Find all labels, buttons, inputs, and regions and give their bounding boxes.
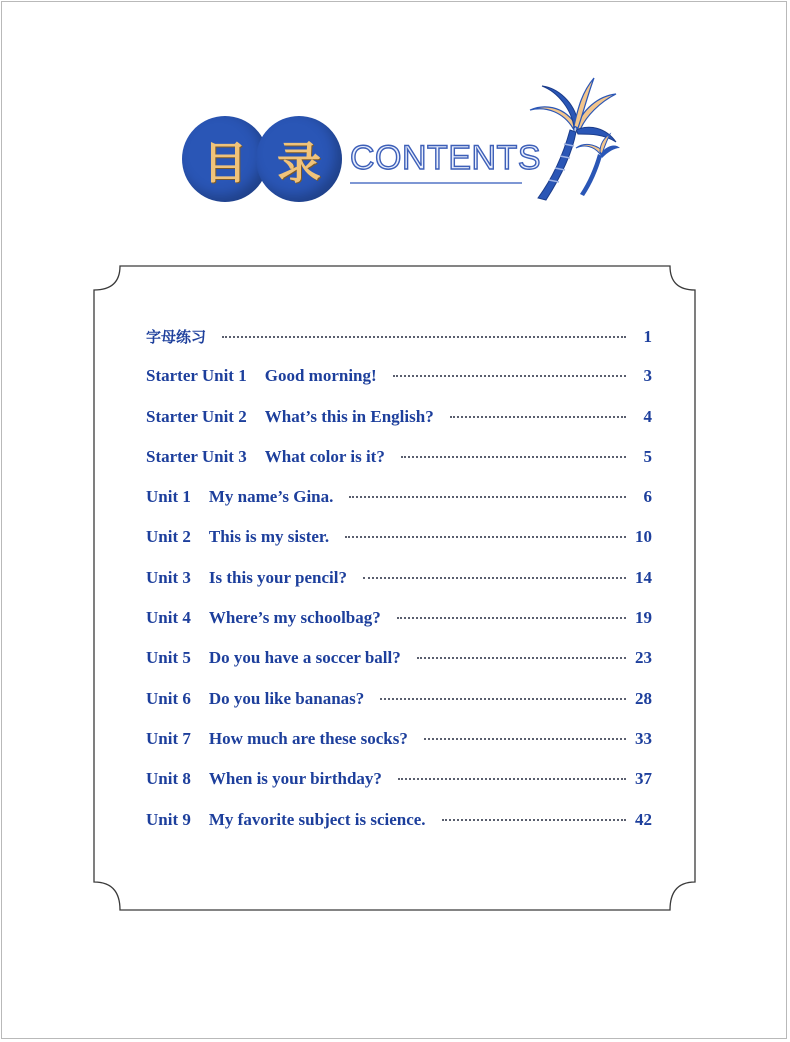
toc-entry-label [146, 366, 377, 386]
dot-leader [222, 336, 626, 338]
contents-title: CONTENTS [350, 139, 541, 177]
toc-unit-title: Where’s my schoolbag? [208, 608, 381, 628]
toc-unit-title: Is this your pencil? [208, 567, 347, 587]
toc-entry[interactable] [146, 689, 652, 729]
toc-unit-label: Unit 2 [146, 527, 191, 547]
toc-unit-title: Do you have a soccer ball? [208, 648, 401, 668]
contents-list [146, 326, 652, 850]
toc-unit-label: Unit 4 [146, 608, 191, 628]
dot-leader [442, 819, 626, 821]
toc-page-number: 19 [635, 608, 652, 628]
toc-entry[interactable] [146, 810, 652, 850]
toc-entry[interactable] [146, 527, 652, 567]
toc-unit-title: My favorite subject is science. [208, 809, 426, 829]
toc-page-number: 1 [643, 327, 652, 346]
toc-page-number: 6 [643, 487, 652, 507]
toc-unit-label: Unit 5 [146, 648, 191, 668]
toc-page-number: 42 [635, 809, 652, 829]
toc-entry[interactable] [146, 769, 652, 809]
dot-leader [401, 456, 626, 458]
dot-leader [345, 536, 626, 538]
toc-unit-title: This is my sister. [208, 527, 330, 547]
toc-entry[interactable] [146, 648, 652, 688]
toc-page-number: 23 [635, 648, 652, 668]
toc-page-number: 5 [643, 446, 652, 466]
toc-entry-label [146, 568, 347, 588]
toc-entry-label [146, 648, 401, 668]
title-circle-2 [256, 116, 342, 202]
toc-unit-title: What’s this in English? [264, 406, 434, 426]
toc-entry[interactable] [146, 729, 652, 769]
toc-page-number: 14 [635, 567, 652, 587]
title-char-1: 目 [203, 138, 247, 189]
toc-entry[interactable] [146, 487, 652, 527]
dot-leader [349, 496, 626, 498]
dot-leader [417, 657, 626, 659]
toc-unit-title: What color is it? [264, 446, 385, 466]
toc-entry-label [146, 326, 206, 347]
toc-unit-label: 字母练习 [146, 328, 207, 346]
dot-leader [398, 778, 626, 780]
dot-leader [450, 416, 626, 418]
toc-entry[interactable] [146, 568, 652, 608]
toc-page-number: 3 [643, 366, 652, 386]
toc-entry-label [146, 608, 381, 628]
toc-entry-label [146, 729, 408, 749]
toc-page-number: 37 [635, 769, 652, 789]
toc-unit-label: Unit 8 [146, 769, 191, 789]
toc-entry[interactable] [146, 447, 652, 487]
toc-unit-label: Unit 9 [146, 809, 191, 829]
toc-page-number: 33 [635, 728, 652, 748]
toc-page-number: 28 [635, 688, 652, 708]
toc-page-number: 10 [635, 527, 652, 547]
toc-unit-title: Do you like bananas? [208, 688, 365, 708]
toc-unit-title: How much are these socks? [208, 728, 408, 748]
toc-unit-label: Unit 7 [146, 728, 191, 748]
title-char-2: 录 [277, 138, 321, 189]
toc-unit-label: Unit 3 [146, 567, 191, 587]
dot-leader [424, 738, 626, 740]
contents-header [180, 82, 620, 212]
toc-page-number: 4 [643, 406, 652, 426]
toc-unit-label: Starter Unit 1 [146, 366, 247, 386]
toc-entry[interactable] [146, 366, 652, 406]
palm-tree-icon [524, 72, 620, 202]
toc-unit-title: Good morning! [264, 366, 377, 386]
dot-leader [363, 577, 626, 579]
toc-unit-label: Unit 1 [146, 487, 191, 507]
dot-leader [397, 617, 626, 619]
toc-unit-label: Unit 6 [146, 688, 191, 708]
contents-underline [350, 182, 522, 184]
toc-unit-title: My name’s Gina. [208, 487, 334, 507]
toc-entry-label [146, 769, 382, 789]
toc-entry-label [146, 487, 333, 507]
toc-entry-label [146, 810, 426, 830]
toc-entry-label [146, 527, 329, 547]
toc-entry-label [146, 447, 385, 467]
toc-entry[interactable] [146, 326, 652, 366]
toc-unit-title: When is your birthday? [208, 769, 382, 789]
toc-entry[interactable] [146, 608, 652, 648]
toc-entry[interactable] [146, 407, 652, 447]
toc-unit-label: Starter Unit 2 [146, 406, 247, 426]
toc-entry-label [146, 407, 434, 427]
toc-entry-label [146, 689, 364, 709]
dot-leader [393, 375, 626, 377]
dot-leader [380, 698, 626, 700]
toc-unit-label: Starter Unit 3 [146, 446, 247, 466]
